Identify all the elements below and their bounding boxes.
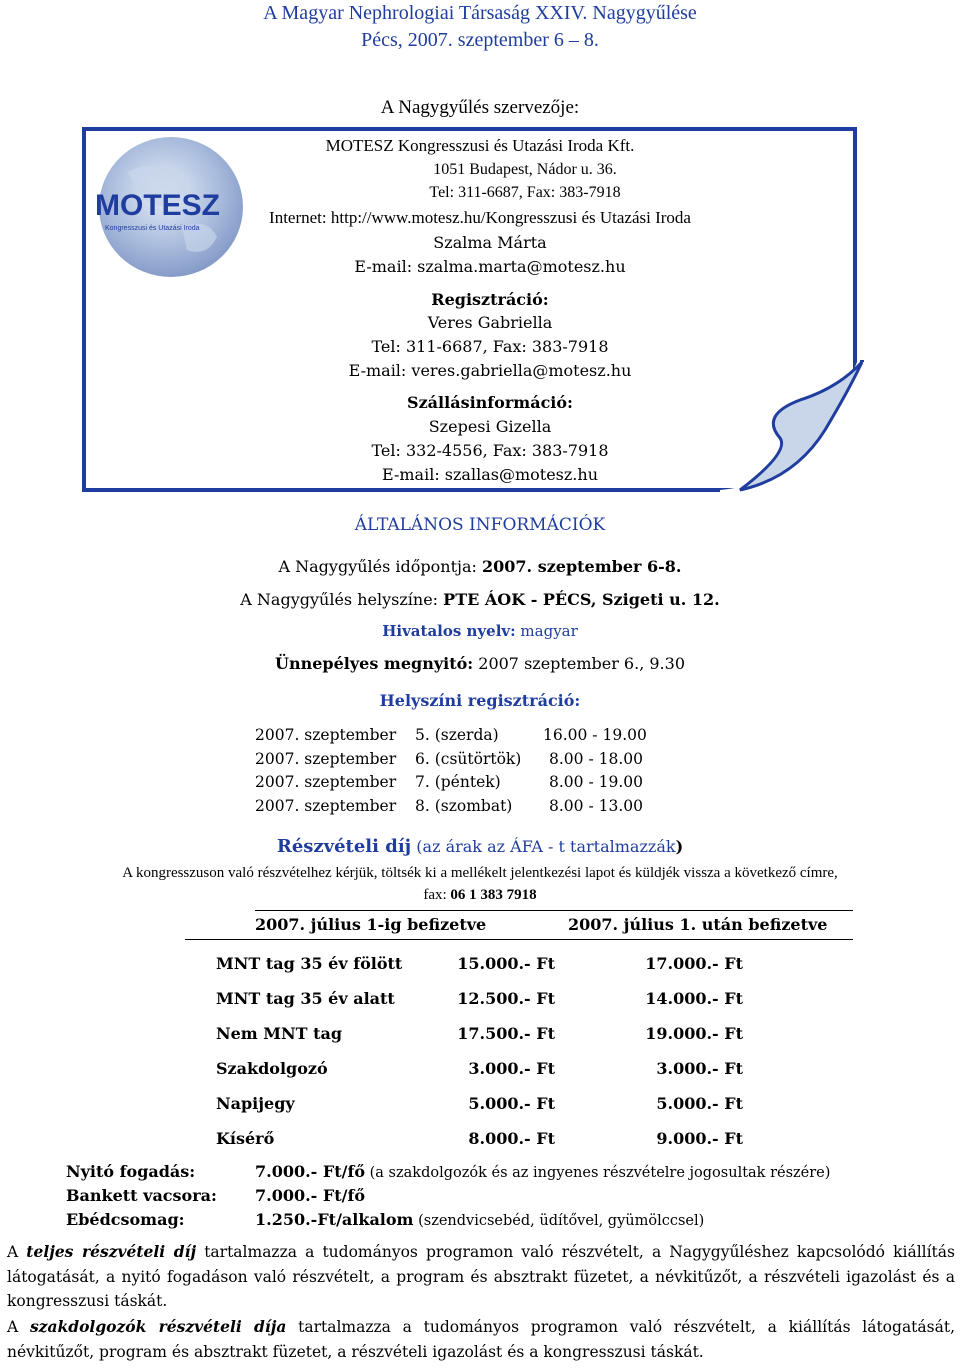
reg-date: 2007. szeptember [255, 749, 397, 768]
onsite-registration-heading: Helyszíni regisztráció: [379, 691, 581, 710]
full-fee-paragraph [7, 1240, 955, 1314]
fee-row-label: Napijegy [216, 1094, 295, 1113]
organizer-email: E-mail: szalma.marta@motesz.hu [354, 257, 626, 276]
p1-emphasis: teljes részvételi díj [26, 1242, 197, 1261]
registration-contact-email: E-mail: veres.gabriella@motesz.hu [348, 361, 632, 380]
reg-day: 7. (péntek) [415, 773, 501, 791]
fee-row-after: 14.000.- Ft [645, 989, 743, 1008]
fee-title-main: Részvételi díj [276, 836, 412, 857]
extra-fee-label: Nyitó fogadás: [66, 1162, 196, 1181]
fee-table [185, 906, 853, 1146]
staff-fee-paragraph [7, 1315, 955, 1364]
accommodation-name: Szepesi Gizella [428, 417, 552, 436]
extra-fee-note: (a szakdolgozók és az ingyenes részvételre jogosultak részére) [365, 1165, 831, 1181]
fee-row-before: 15.000.- Ft [457, 954, 555, 973]
fee-row-after: 17.000.- Ft [645, 954, 743, 973]
logo-subtext: Kongresszusi és Utazási Iroda [105, 225, 200, 232]
onsite-registration-row [255, 724, 647, 748]
onsite-registration-row [255, 748, 643, 772]
meeting-venue-label: A Nagygyűlés helyszíne: [240, 590, 444, 609]
fee-row-after: 3.000.- Ft [656, 1059, 743, 1078]
extra-fee-value [255, 1186, 365, 1205]
accommodation-email: E-mail: szallas@motesz.hu [381, 465, 598, 484]
organizer-contact: Szalma Márta [433, 233, 547, 252]
registration-contact-name: Veres Gabriella [427, 313, 553, 332]
reg-time: 8.00 - 13.00 [549, 796, 643, 815]
fee-row-label: Nem MNT tag [216, 1024, 343, 1043]
reg-time: 8.00 - 19.00 [549, 773, 643, 791]
p2-text: tartalmazza a tudományos programon való részvételt, a kiállítás látogatását, névkitűzőt, program és absztrakt füzetet, a részvételi igazolást és a kongresszusi táskát. [7, 1318, 956, 1361]
reg-date: 2007. szeptember [255, 773, 397, 791]
fee-row-after: 9.000.- Ft [656, 1129, 743, 1148]
meeting-date-value: 2007. szeptember 6-8. [482, 557, 682, 576]
organizer-internet: Internet: http://www.motesz.hu/Kongresszusi és Utazási Iroda [269, 208, 691, 227]
fee-row-before: 8.000.- Ft [468, 1129, 555, 1148]
conference-date-place: Pécs, 2007. szeptember 6 – 8. [361, 29, 599, 51]
fee-col-after: 2007. július 1. után befizetve [568, 915, 828, 934]
fee-row-before: 12.500.- Ft [457, 989, 555, 1008]
fee-row-before: 5.000.- Ft [468, 1094, 555, 1113]
onsite-registration-row [255, 771, 643, 795]
p2-emphasis: szakdolgozók részvételi díja [29, 1317, 287, 1336]
reg-day: 8. (szombat) [415, 796, 513, 815]
opening-label: Ünnepélyes megnyitó: [275, 654, 474, 673]
reg-time: 16.00 - 19.00 [543, 726, 647, 744]
meeting-venue-value: PTE ÁOK - PÉCS, Szigeti u. 12. [443, 590, 720, 609]
p1-text: tartalmazza a tudományos programon való részvételt, a Nagygyűléshez kapcsolódó kiállítás látogatását, a nyitó fogadáson való részvételt, a program és absztrakt füzetet, a névkitűzőt, a részvételi igazolást és a kongresszusi táskát. [7, 1243, 955, 1310]
fee-row-label: Kísérő [216, 1129, 275, 1148]
fax-label: fax: [423, 887, 451, 903]
extra-fee-value [255, 1162, 830, 1181]
onsite-registration-row [255, 795, 643, 819]
opening-ceremony [0, 654, 960, 673]
fax-value: 06 1 383 7918 [450, 887, 537, 903]
fee-row-label: MNT tag 35 év fölött [216, 954, 403, 973]
page-curl-decoration [720, 360, 868, 494]
participation-fee-title [0, 836, 960, 857]
organizer-phone: Tel: 311-6687, Fax: 383-7918 [429, 184, 621, 201]
reg-day: 6. (csütörtök) [415, 749, 522, 768]
reg-date: 2007. szeptember [255, 796, 397, 815]
general-info-heading: ÁLTALÁNOS INFORMÁCIÓK [354, 515, 606, 535]
fee-row-before: 3.000.- Ft [468, 1059, 555, 1078]
fee-title-close: ) [675, 837, 684, 856]
fee-row-after: 5.000.- Ft [656, 1094, 743, 1113]
fee-col-before: 2007. július 1-ig befizetve [255, 915, 487, 934]
reg-time: 8.00 - 18.00 [549, 749, 643, 768]
organizer-heading: A Nagygyűlés szervezője: [380, 97, 580, 118]
accommodation-title: Szállásinformáció: [407, 393, 573, 412]
meeting-date [0, 557, 960, 576]
extra-fee-amount: 7.000.- Ft/fő [255, 1162, 366, 1181]
meeting-date-label: A Nagygyűlés időpontja: [278, 557, 483, 576]
fee-row-before: 17.500.- Ft [457, 1024, 555, 1043]
fee-row-after: 19.000.- Ft [645, 1024, 743, 1043]
extra-fee-label: Ebédcsomag: [66, 1210, 185, 1229]
meeting-venue [0, 590, 960, 609]
extra-fee-amount: 1.250.-Ft/alkalom [255, 1210, 414, 1229]
official-language [0, 622, 960, 640]
official-language-value: magyar [515, 622, 578, 640]
fee-table-header-rule [185, 939, 853, 940]
official-language-label: Hivatalos nyelv: [382, 622, 516, 640]
registration-contact-title: Regisztráció: [431, 290, 549, 309]
fee-table-top-rule [255, 910, 853, 911]
fee-row-label: MNT tag 35 év alatt [216, 989, 395, 1008]
organizer-name: MOTESZ Kongresszusi és Utazási Iroda Kft. [325, 136, 635, 155]
p2-prefix: A [7, 1318, 30, 1336]
logo-text: MOTESZ [95, 189, 220, 222]
extra-fee-label: Bankett vacsora: [66, 1186, 217, 1205]
p1-prefix: A [7, 1243, 27, 1261]
organizer-address: 1051 Budapest, Nádor u. 36. [433, 161, 617, 178]
opening-value: 2007 szeptember 6., 9.30 [473, 654, 685, 673]
fee-description [14, 862, 946, 906]
fee-title-note: (az árak az ÁFA - t tartalmazzák [416, 837, 676, 856]
accommodation-phone: Tel: 332-4556, Fax: 383-7918 [371, 441, 609, 460]
fee-row-label: Szakdolgozó [216, 1059, 328, 1078]
extra-fee-note: (szendvicsebéd, üdítővel, gyümölccsel) [413, 1213, 705, 1229]
registration-contact-phone: Tel: 311-6687, Fax: 383-7918 [371, 337, 609, 356]
fee-description-text: A kongresszuson való részvételhez kérjük, töltsék ki a mellékelt jelentkezési lapot és küldjék vissza a következő címre, [122, 865, 838, 881]
extra-fee-amount: 7.000.- Ft/fő [255, 1186, 366, 1205]
conference-title: A Magyar Nephrologiai Társaság XXIV. Nagygyűlése [263, 2, 697, 24]
extra-fee-value [255, 1210, 704, 1229]
reg-day: 5. (szerda) [415, 726, 499, 744]
onsite-registration-table [255, 724, 647, 818]
reg-date: 2007. szeptember [255, 726, 397, 744]
